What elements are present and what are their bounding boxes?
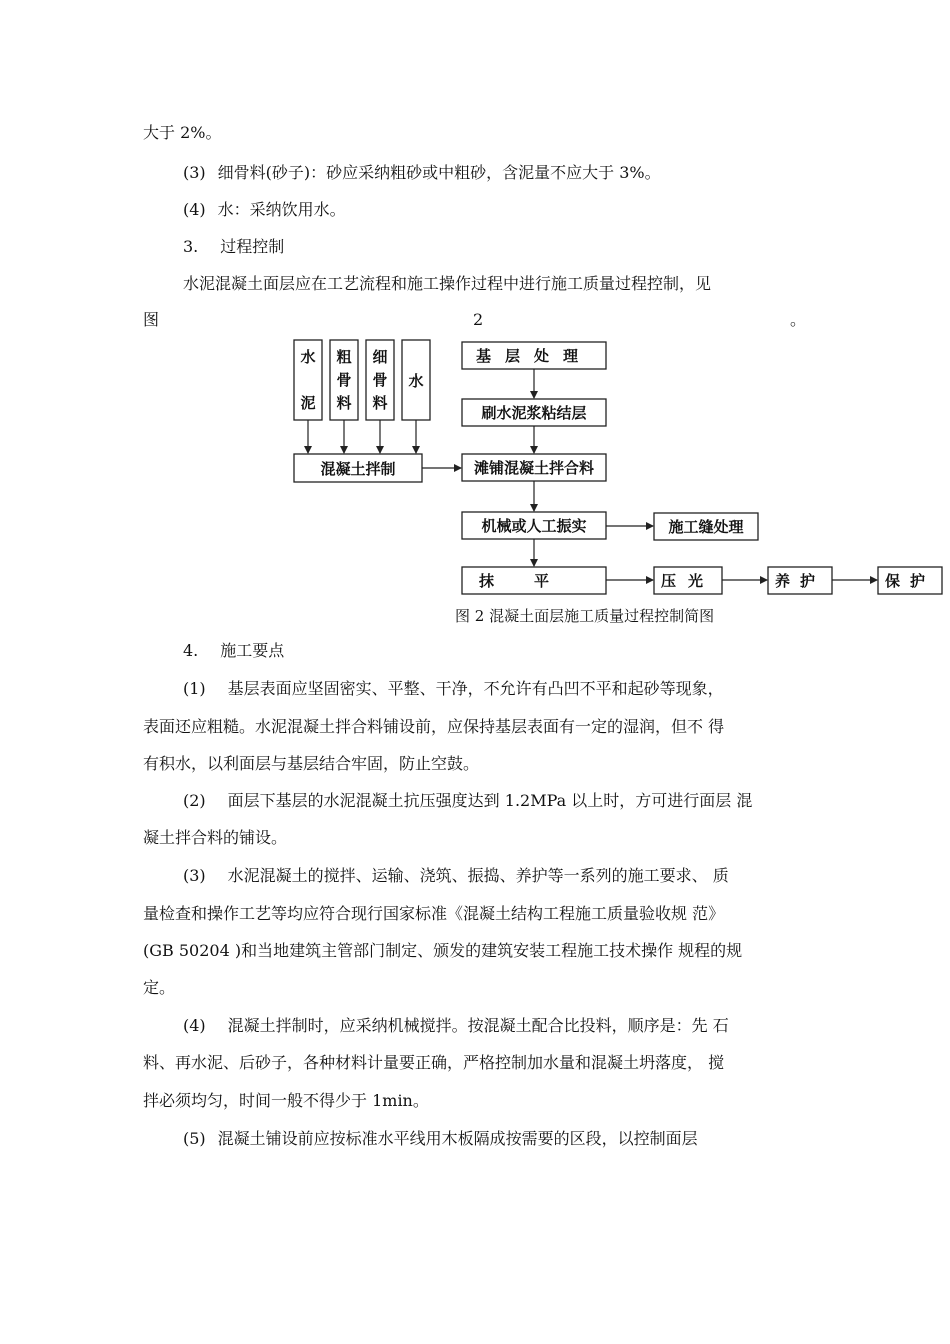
item-text: 混凝土拌制时，应采纳机械搅拌。按混凝土配合比投料，顺序是：先 石 [227,1016,729,1035]
text-line: 水泥混凝土面层应在工艺流程和施工操作过程中进行施工质量过程控制，见 [183,274,712,293]
level-label: 抹平 [478,572,590,590]
heading-text: 施工要点 [220,641,285,660]
item-number: (4) [183,200,206,219]
cure-label: 养护 [774,572,826,590]
label-fine-2: 骨 [372,371,388,389]
paragraph-line [183,1129,698,1149]
paragraph-line: (GB 50204 )和当地建筑主管部门制定、颁发的建筑安装工程施工技术操作 规程的规 [143,941,743,960]
text-line: 大于 2%。 [143,123,222,142]
label-coarse-3: 料 [336,394,352,412]
section-heading [183,641,284,661]
paragraph-line [183,1016,729,1036]
item-number: (3) [183,163,206,182]
paragraph-line [183,866,729,886]
paragraph-line: 定。 [143,978,176,997]
brush-slurry-label: 刷水泥浆粘结层 [481,404,587,422]
heading-text: 过程控制 [220,237,285,256]
item-number: (3) [183,866,206,885]
heading-number: 3. [183,237,199,256]
paragraph-line: 量检查和操作工艺等均应符合现行国家标准《混凝土结构工程施工质量验收规 范》 [143,904,725,923]
process-flow-diagram [290,336,946,600]
paragraph-line: 有积水，以利面层与基层结合牢固，防止空鼓。 [143,754,480,773]
label-fine-3: 料 [372,394,388,412]
list-item [183,163,661,183]
figure-caption: 图 2 混凝土面层施工质量过程控制简图 [455,607,715,625]
protect-label: 保护 [884,572,936,590]
press-label: 压光 [660,572,716,590]
item-text: 细骨料(砂子)：砂应采纳粗砂或中粗砂，含泥量不应大于 3%。 [217,163,661,182]
paragraph-line: 凝土拌合料的铺设。 [143,828,288,847]
item-number: (1) [183,679,206,698]
figure-ref-char: 图 [143,310,160,329]
label-cement-2: 泥 [300,394,316,412]
figure-ref-number: 2 [473,310,484,329]
paragraph-line: 表面还应粗糙。水泥混凝土拌合料铺设前，应保持基层表面有一定的湿润，但不 得 [143,717,725,736]
item-text: 混凝土铺设前应按标准水平线用木板隔成按需要的区段，以控制面层 [217,1129,698,1148]
item-text: 水：采纳饮用水。 [217,200,346,219]
section-heading [183,237,284,257]
item-number: (5) [183,1129,206,1148]
label-water: 水 [408,372,424,390]
vibrate-label: 机械或人工振实 [481,517,587,535]
item-number: (4) [183,1016,206,1035]
figure-ref-period: 。 [790,310,807,329]
joint-treatment-label: 施工缝处理 [668,518,744,536]
spread-mix-label: 滩铺混凝土拌合料 [473,459,595,477]
item-text: 面层下基层的水泥混凝土抗压强度达到 1.2MPa 以上时，方可进行面层 混 [227,791,753,810]
heading-number: 4. [183,641,199,660]
label-cement-1: 水 [300,348,316,366]
item-number: (2) [183,791,206,810]
mixing-label: 混凝土拌制 [320,460,396,478]
label-coarse-2: 骨 [336,371,352,389]
label-coarse-1: 粗 [336,348,352,366]
item-text: 水泥混凝土的搅拌、运输、浇筑、振捣、养护等一系列的施工要求、 质 [227,866,729,885]
label-fine-1: 细 [372,348,388,366]
paragraph-line: 料、再水泥、后砂子，各种材料计量要正确，严格控制加水量和混凝土坍落度， 搅 [143,1053,725,1072]
list-item [183,200,346,220]
base-treatment-label: 基层处理 [475,347,593,365]
paragraph-line: 拌必须均匀，时间一般不得少于 1min。 [143,1091,429,1110]
paragraph-line [183,679,724,699]
paragraph-line [183,791,752,811]
item-text: 基层表面应坚固密实、平整、干净，不允许有凸凹不平和起砂等现象， [227,679,724,698]
